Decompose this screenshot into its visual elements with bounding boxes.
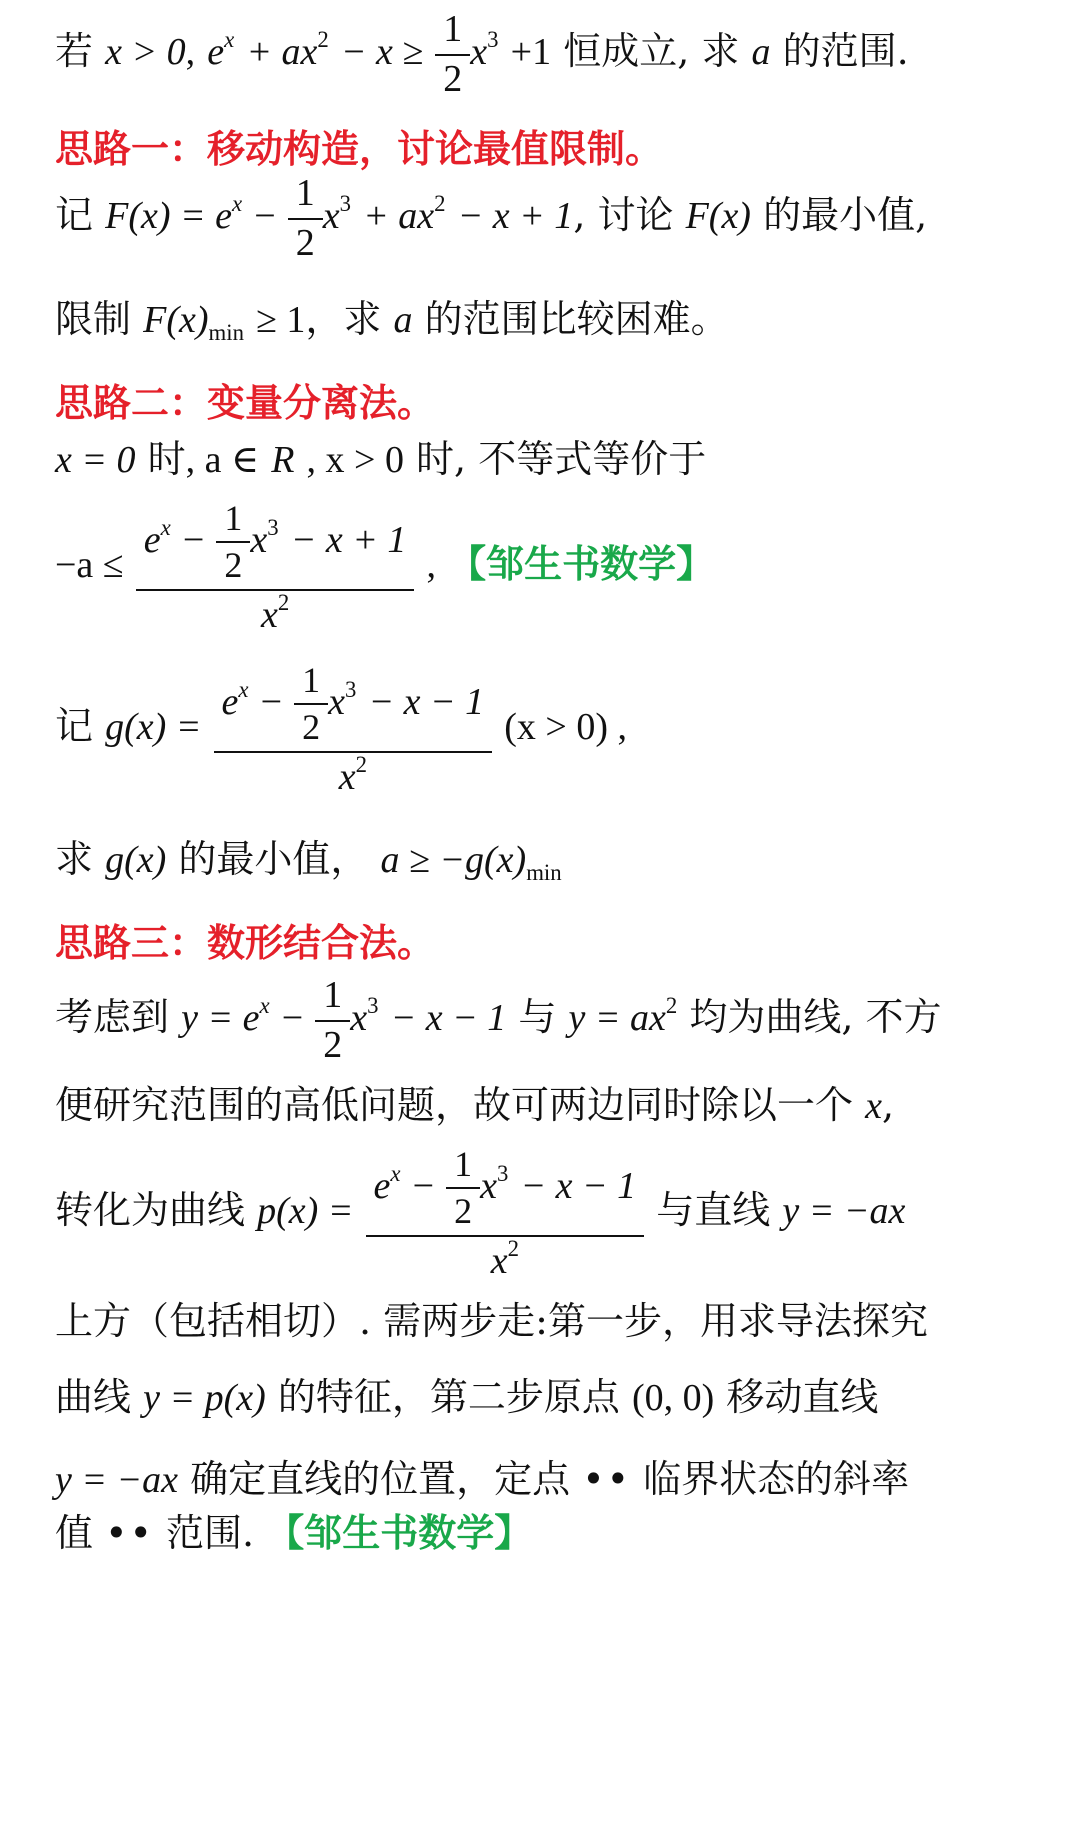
watermark-tag: 【邹生书数学】 xyxy=(448,542,715,587)
idea3-heading: 思路三：数形结合法。 xyxy=(55,921,436,965)
idea1-half-fraction: $\frac{1}{2}$ xyxy=(292,172,319,265)
problem-exp-power: x xyxy=(224,27,235,53)
problem-cubed-power: 3 xyxy=(487,27,499,53)
idea1-ji: 记 xyxy=(55,193,94,238)
problem-var-a: a xyxy=(751,31,771,74)
idea1-ax: + ax xyxy=(363,195,435,238)
idea2-inequality: −a ≤ $e^x$ − $\frac{1}{2}$ $x^3 - x + 1$ $x^2$ , 【邹生书数学】 xyxy=(55,498,715,636)
problem-ax2-power: 2 xyxy=(317,27,329,53)
idea3-line1: 考虑到 $y = e^x$ − $\frac{1}{2}$ $x^3 - x - 1$ 与 $y = ax^2$ 均为曲线, 不方 xyxy=(55,974,942,1066)
problem-plus-one: +1 xyxy=(510,31,552,74)
problem-half-fraction xyxy=(439,8,466,101)
problem-minus-x-geq: − x ≥ xyxy=(340,31,424,74)
idea1-heading: 思路一：移动构造，讨论最值限制。 xyxy=(55,127,664,171)
problem-tail: 恒成立, 求 xyxy=(563,29,740,74)
idea3-p-half: $\frac{1}{2}$ xyxy=(450,1144,476,1233)
idea2-g-min: 求 g(x) 的最小值， $a \ge -g(x)_{min}$ xyxy=(55,837,562,885)
idea1-rest: − x + 1 xyxy=(457,195,574,238)
problem-lead: 若 xyxy=(55,29,94,74)
idea1-F-def: F(x) = e xyxy=(105,195,233,238)
idea1-x: x xyxy=(322,195,340,238)
idea2-g-fraction: $e^x$ − $\frac{1}{2}$ $x^3 - x - 1$ $x^2$ xyxy=(218,660,489,799)
idea3-line7: 值 •• 范围. 【邹生书数学】 xyxy=(55,1511,533,1555)
watermark-tag-2: 【邹生书数学】 xyxy=(266,1511,533,1555)
idea3-line4: 上方（包括相切）. 需两步走:第一步，用求导法探究 xyxy=(55,1299,928,1343)
idea2-g-half: $\frac{1}{2}$ xyxy=(298,660,324,749)
idea2-big-fraction: $e^x$ − $\frac{1}{2}$ $x^3 - x + 1$ $x^2$ xyxy=(140,498,411,637)
idea1-constraint: 限制 $F(x)_{min} \ge 1$，求 a 的范围比较困难。 xyxy=(55,297,729,345)
problem-condition: x > 0 xyxy=(105,31,186,74)
idea1-definition: 记 $F(x) = e^x$ − $\frac{1}{2}$ $x^3 + ax^2 - x + 1$, 讨论 F(x) 的最小值, xyxy=(55,172,928,264)
idea3-p-fraction: $e^x$ − $\frac{1}{2}$ $x^3 - x - 1$ $x^2$ xyxy=(370,1144,641,1283)
idea2-g-definition: 记 g(x) = $e^x$ − $\frac{1}{2}$ $x^3 - x - 1$ $x^2$ (x > 0) , xyxy=(55,660,628,798)
idea2-g-name: g(x) = xyxy=(105,706,202,749)
problem-exp-base: e xyxy=(207,31,225,74)
problem-tail2: 的范围. xyxy=(782,29,909,74)
idea3-half-fraction: $\frac{1}{2}$ xyxy=(319,974,346,1067)
idea1-F-name: F(x) xyxy=(685,195,751,238)
idea2-ineq-left: −a ≤ xyxy=(55,544,124,587)
idea2-case-line: x = 0 时, a ∈ R , x > 0 时, 不等式等价于 xyxy=(55,437,707,481)
problem-x-cubed: x xyxy=(470,31,488,74)
idea3-line6: y = −ax 确定直线的位置，定点 •• 临界状态的斜率 xyxy=(55,1457,910,1501)
idea2-half-fraction: $\frac{1}{2}$ xyxy=(220,498,246,587)
problem-statement: 若 x > 0, $e^x + ax^2 - x$ ≥ $\frac{1}{2}$ $x^3 +1$ 恒成立, 求 a 的范围. xyxy=(55,8,909,100)
idea3-line5: 曲线 y = p(x) 的特征，第二步原点 (0, 0) 移动直线 xyxy=(55,1375,879,1419)
problem-half-num: 1 xyxy=(443,8,463,50)
problem-ax2: + ax xyxy=(246,31,318,74)
idea1-F-minus: − xyxy=(254,195,276,238)
idea3-line2: 便研究范围的高低问题，故可两边同时除以一个 x, xyxy=(55,1083,895,1127)
idea2-heading: 思路二：变量分离法。 xyxy=(55,381,436,425)
idea1-Fmin: F(x) xyxy=(143,299,209,341)
problem-half-den: 2 xyxy=(435,54,470,102)
idea1-F-exp: x xyxy=(232,191,243,217)
idea3-line3: 转化为曲线 p(x) = $e^x$ − $\frac{1}{2}$ $x^3 - x - 1$ $x^2$ 与直线 y = −ax xyxy=(55,1144,906,1282)
